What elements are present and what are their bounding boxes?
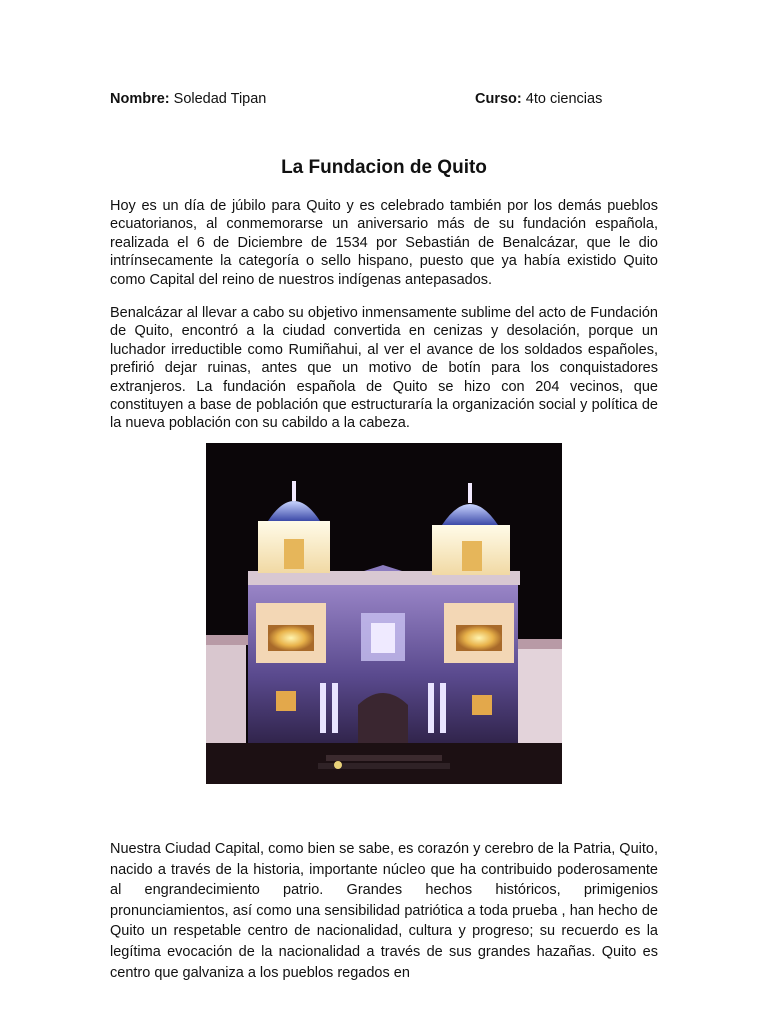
name-value: Soledad Tipan <box>173 91 267 107</box>
student-course <box>475 91 602 107</box>
name-label: Nombre: <box>110 91 170 107</box>
paragraph-1: Hoy es un día de júbilo para Quito y es celebrado también por los demás pueblos ecuatorianos, al conmemorarse un aniversario más de su fundación española, realizada el 6 de Diciembre de 1534 por Sebastián de Benalcázar, que le dio intrínsecamente la categoría o sello hispano, puesto que ya había existido Quito como Capital del reino de nuestros indígenas antepasados. <box>110 198 658 288</box>
paragraph-2: Benalcázar al llevar a cabo su objetivo inmensamente sublime del acto de Fundación de Quito, encontró a la ciudad convertida en cenizas y desolación, porque un luchador irreductible como Rumiñahui, al ver el avance de los soldados españoles, prefirió dejar ruinas, antes que un motivo de botín para los conquistadores extranjeros. La fundación española de Quito se hizo con 204 vecinos, que constituyen a base de población que estructuraría la organización social y política de la nueva población con su cabildo a la cabeza. <box>110 305 658 432</box>
course-label: Curso: <box>475 91 522 107</box>
document-header <box>110 91 670 111</box>
paragraph-3: Nuestra Ciudad Capital, como bien se sabe, es corazón y cerebro de la Patria, Quito, nacido a través de la historia, importante núcleo que ha contribuido poderosamente al engrandecimiento patrio. Grandes hechos históricos, primigenios pronunciamientos, así como una sensibilidad patriótica a toda prueba , han hecho de Quito un respetable centro de nacionalidad, cultura y progreso; su recuerdo es la legítima evocación de la nacionalidad a través de sus grandes hazañas. Quito es centro que galvaniza a los pueblos regados en <box>110 841 658 981</box>
document-title: La Fundacion de Quito <box>281 157 487 178</box>
course-value: 4to ciencias <box>525 91 603 107</box>
student-name <box>110 91 266 107</box>
church-photo <box>206 443 562 784</box>
